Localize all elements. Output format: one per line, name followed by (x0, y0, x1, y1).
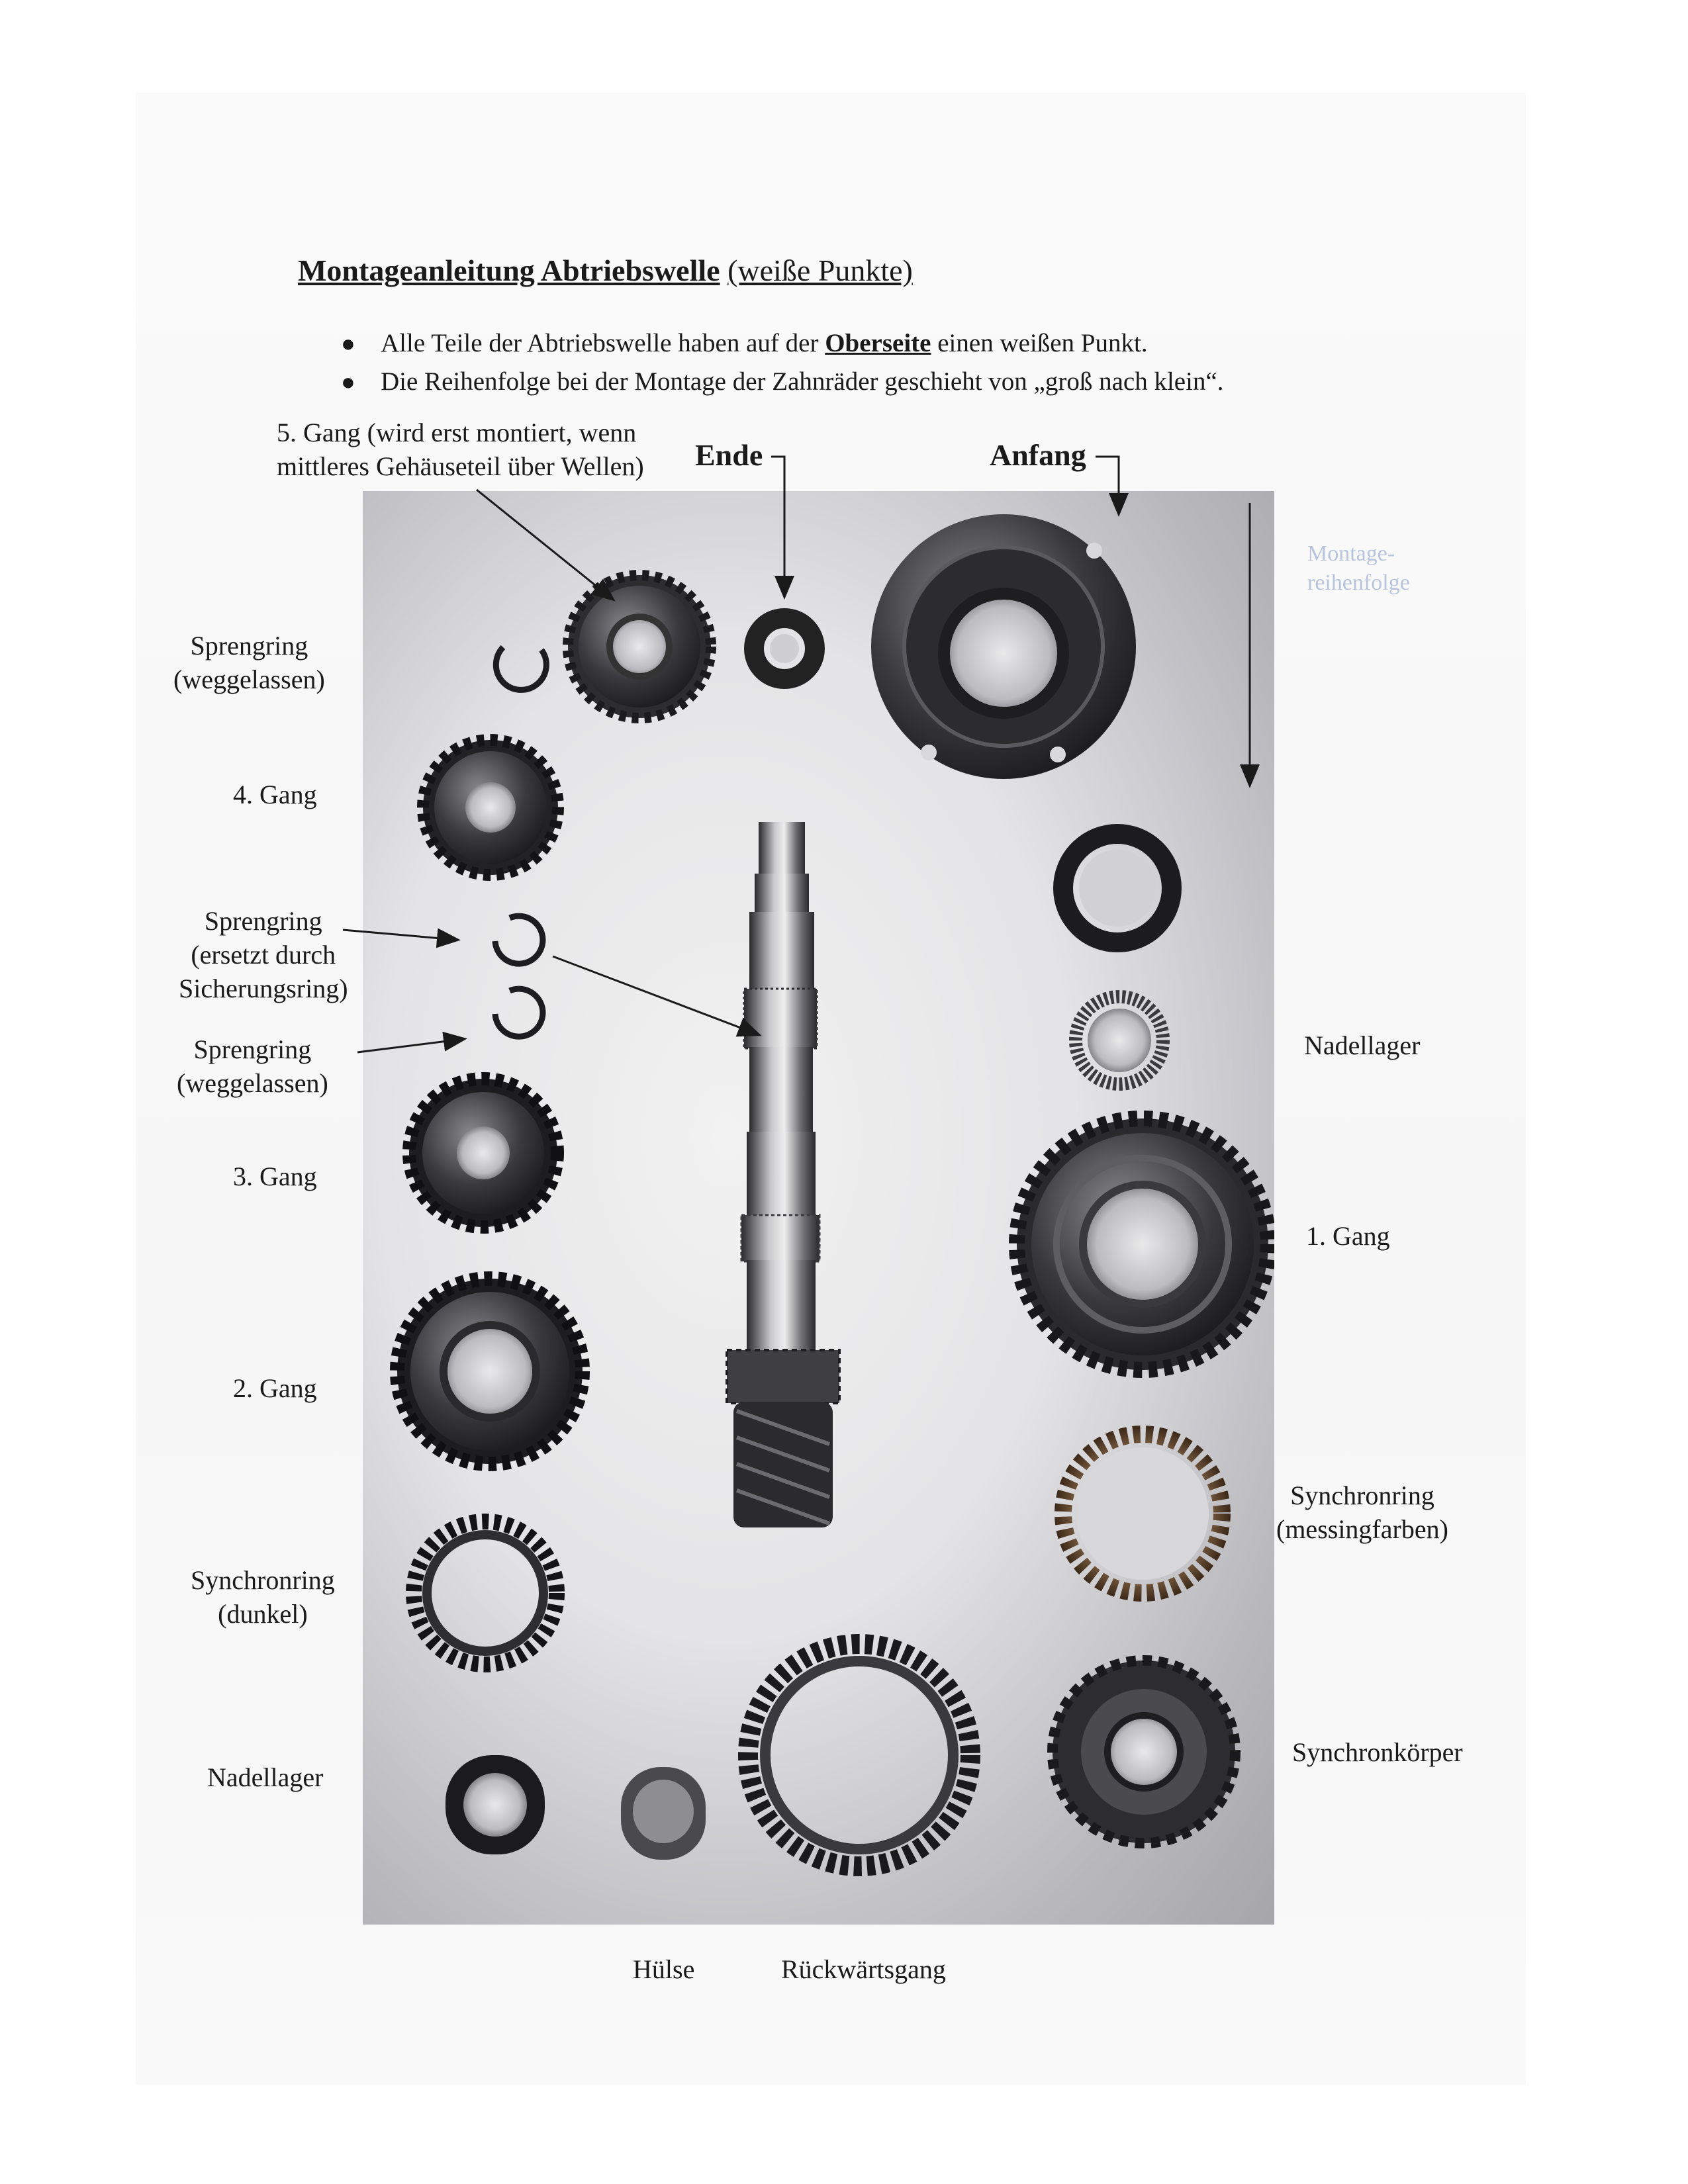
snap-ring-top (496, 647, 546, 690)
title-main: Montageanleitung Abtriebswelle (298, 253, 720, 287)
label-snap-ring-top: Sprengring (weggelassen) (173, 631, 325, 694)
label-synchro-body: Synchronkörper (1292, 1737, 1463, 1767)
snap-ring-mid (495, 916, 543, 964)
bearing-plate-start (871, 514, 1136, 779)
synchro-ring-brass (1063, 1434, 1222, 1593)
label-synchro-ring-brass: Synchronring (messingfarben) (1276, 1480, 1448, 1544)
instruction-text: Alle Teile der Abtriebswelle haben auf der Oberseite einen weißen Punkt. (381, 329, 1148, 357)
washer-end (754, 618, 815, 679)
label-reverse-gear: Rückwärtsgang (781, 1954, 946, 1984)
label-needle-bearing-left: Nadellager (207, 1762, 324, 1792)
bullet-icon: ● (341, 369, 355, 395)
gear-4 (423, 740, 558, 875)
label-gear-4: 4. Gang (233, 780, 317, 809)
gear-3 (409, 1079, 557, 1227)
synchro-body (1053, 1661, 1235, 1843)
label-snap-ring-mid: Sprengring (ersetzt durch Sicherungsring) (179, 906, 348, 1003)
label-synchro-ring-dark: Synchronring (dunkel) (191, 1565, 335, 1629)
instruction-text: Die Reihenfolge bei der Montage der Zahnräder geschieht von „groß nach klein“. (381, 367, 1224, 396)
output-shaft (727, 822, 839, 1527)
gear-1 (1017, 1118, 1268, 1370)
parts-photo (363, 491, 1274, 1925)
label-gear-5: 5. Gang (wird erst montiert, wenn mittleres Gehäuseteil über Wellen) (277, 418, 644, 481)
label-anfang: Anfang (990, 438, 1086, 472)
seal-ring (1063, 834, 1172, 942)
label-snap-ring-low: Sprengring (weggelassen) (177, 1034, 328, 1098)
gear-5 (568, 575, 711, 718)
document-title (298, 253, 913, 288)
label-gear-2: 2. Gang (233, 1373, 317, 1403)
reverse-gear (748, 1644, 970, 1866)
needle-bearing-left (445, 1755, 545, 1854)
label-needle-bearing-right: Nadellager (1304, 1030, 1421, 1060)
needle-bearing-right (1076, 997, 1163, 1084)
sleeve (621, 1767, 706, 1860)
bullet-icon: ● (341, 330, 355, 357)
label-gear-1: 1. Gang (1306, 1221, 1390, 1251)
label-ende: Ende (695, 438, 763, 472)
gear-2 (397, 1279, 583, 1464)
label-montage-faint: Montage- reihenfolge (1307, 541, 1410, 595)
label-gear-3: 3. Gang (233, 1161, 317, 1191)
instruction-list (341, 324, 1224, 401)
label-sleeve: Hülse (633, 1954, 695, 1984)
instruction-item (341, 324, 1224, 363)
title-subtitle: (weiße Punkte) (727, 253, 913, 287)
synchro-ring-dark (414, 1522, 557, 1664)
instruction-item (341, 363, 1224, 401)
snap-ring-low (495, 989, 543, 1036)
